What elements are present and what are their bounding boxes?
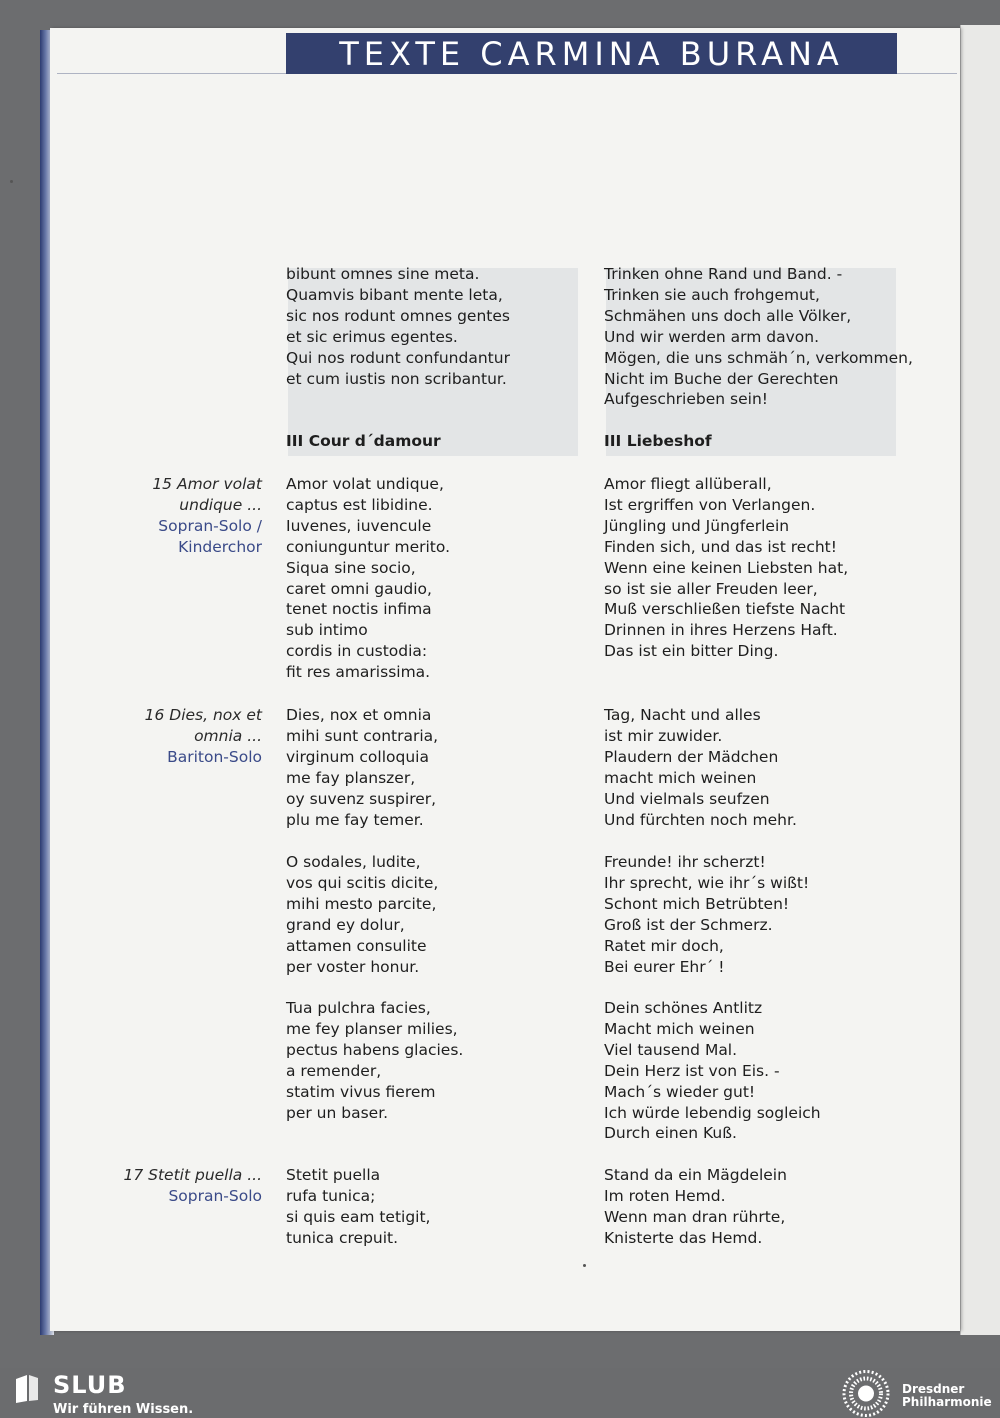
verse-line: si quis eam tetigit, — [286, 1207, 431, 1226]
verse-line: Stetit puella — [286, 1166, 381, 1184]
verse-line: Nicht im Buche der Gerechten — [604, 369, 839, 388]
german-stanza-stetit — [604, 1165, 944, 1249]
verse-line: Ratet mir doch, — [604, 936, 724, 955]
slub-logo-icon[interactable] — [13, 1374, 41, 1404]
verse-line: Iuvenes, iuvencule — [286, 516, 432, 535]
partner-name — [902, 1383, 992, 1409]
verse-line: pectus habens glacies. — [286, 1040, 464, 1059]
verse-line: Jüngling und Jüngferlein — [604, 516, 790, 535]
verse-line: fit res amarissima. — [286, 663, 431, 682]
verse-line: Wenn man dran rührte, — [604, 1207, 786, 1226]
verse-line: Ich würde lebendig sogleich — [604, 1103, 821, 1122]
number-title-line: 16 Dies, nox et — [144, 706, 262, 724]
verse-line: Quamvis bibant mente leta, — [286, 285, 503, 304]
number-title-line: undique ... — [179, 495, 262, 514]
latin-stanza-tua — [286, 998, 586, 1123]
verse-line: per voster honur. — [286, 957, 420, 976]
german-stanza-amor — [604, 474, 944, 662]
verse-line: Viel tausend Mal. — [604, 1040, 738, 1059]
latin-stanza-sodales — [286, 852, 586, 977]
verse-line: Mögen, die uns schmäh´n, verkommen, — [604, 348, 913, 367]
library-slogan: Wir führen Wissen. — [53, 1402, 194, 1417]
german-stanza-dies — [604, 705, 944, 830]
verse-line: grand ey dolur, — [286, 915, 405, 934]
verse-line: macht mich weinen — [604, 768, 757, 787]
verse-line: O sodales, ludite, — [286, 853, 421, 871]
verse-line: captus est libidine. — [286, 495, 433, 514]
verse-line: Dies, nox et omnia — [286, 706, 432, 724]
voice-line: Sopran-Solo / — [158, 516, 262, 535]
german-stanza-tua — [604, 998, 944, 1144]
side-note-15 — [152, 474, 262, 558]
verse-line: oy suvenz suspirer, — [286, 789, 437, 808]
verse-line: caret omni gaudio, — [286, 579, 432, 598]
page-title-banner: TEXTE CARMINA BURANA — [286, 33, 897, 74]
latin-stanza-dies — [286, 705, 586, 830]
verse-line: Schmähen uns doch alle Völker, — [604, 306, 852, 325]
verse-line: Siqua sine socio, — [286, 558, 416, 577]
verse-line: virginum colloquia — [286, 747, 429, 766]
paper-speck — [583, 1264, 586, 1267]
verse-line: Finden sich, und das ist recht! — [604, 537, 837, 556]
verse-line: Trinken ohne Rand und Band. - — [604, 265, 843, 283]
verse-line: Im roten Hemd. — [604, 1186, 726, 1205]
facing-page-edge — [960, 25, 1000, 1335]
verse-line: mihi sunt contraria, — [286, 726, 439, 745]
verse-line: Macht mich weinen — [604, 1019, 755, 1038]
verse-line: me fey planser milies, — [286, 1019, 458, 1038]
partner-name-line: Dresdner — [902, 1382, 965, 1396]
verse-line: a remender, — [286, 1061, 382, 1080]
library-name[interactable]: SLUB — [53, 1371, 127, 1399]
verse-line: et sic erimus egentes. — [286, 327, 458, 346]
voice-line: Kinderchor — [178, 537, 262, 556]
verse-line: Ist ergriffen von Verlangen. — [604, 495, 816, 514]
german-section-heading: III Liebeshof — [604, 432, 712, 450]
side-note-17 — [123, 1165, 262, 1207]
verse-line: Durch einen Kuß. — [604, 1124, 737, 1143]
verse-line: plu me fay temer. — [286, 810, 424, 829]
verse-line: tunica crepuit. — [286, 1228, 399, 1247]
paper-speck — [10, 180, 13, 183]
verse-line: Wenn eine keinen Liebsten hat, — [604, 558, 849, 577]
latin-stanza-top — [286, 264, 586, 389]
verse-line: Qui nos rodunt confundantur — [286, 348, 510, 367]
verse-line: Groß ist der Schmerz. — [604, 915, 773, 934]
latin-section-heading: III Cour d´damour — [286, 432, 441, 450]
verse-line: Drinnen in ihres Herzens Haft. — [604, 621, 838, 640]
verse-line: Plaudern der Mädchen — [604, 747, 779, 766]
verse-line: mihi mesto parcite, — [286, 894, 437, 913]
verse-line: bibunt omnes sine meta. — [286, 265, 480, 283]
verse-line: statim vivus fierem — [286, 1082, 436, 1101]
verse-line: et cum iustis non scribantur. — [286, 369, 507, 388]
voice-line: Sopran-Solo — [168, 1186, 262, 1205]
verse-line: sub intimo — [286, 621, 368, 640]
verse-line: Mach´s wieder gut! — [604, 1082, 756, 1101]
verse-line: Muß verschließen tiefste Nacht — [604, 600, 846, 619]
german-stanza-sodales — [604, 852, 944, 977]
verse-line: Dein Herz ist von Eis. - — [604, 1061, 780, 1080]
german-stanza-top — [604, 264, 944, 410]
verse-line: Amor volat undique, — [286, 475, 444, 493]
verse-line: ist mir zuwider. — [604, 726, 723, 745]
verse-line: Trinken sie auch frohgemut, — [604, 285, 820, 304]
verse-line: Ihr sprecht, wie ihr´s wißt! — [604, 873, 810, 892]
number-title-line: omnia ... — [194, 726, 262, 745]
voice-line: Bariton-Solo — [167, 747, 262, 766]
verse-line: coniunguntur merito. — [286, 537, 450, 556]
verse-line: Tag, Nacht und alles — [604, 706, 761, 724]
verse-line: cordis in custodia: — [286, 642, 428, 661]
verse-line: Dein schönes Antlitz — [604, 999, 763, 1017]
verse-line: vos qui scitis dicite, — [286, 873, 439, 892]
verse-line: Schont mich Betrübten! — [604, 894, 790, 913]
number-title-line: 17 Stetit puella ... — [123, 1166, 262, 1184]
verse-line: tenet noctis infima — [286, 600, 432, 619]
verse-line: per un baser. — [286, 1103, 389, 1122]
verse-line: Bei eurer Ehr´ ! — [604, 957, 725, 976]
verse-line: attamen consulite — [286, 936, 427, 955]
verse-line: me fay planszer, — [286, 768, 416, 787]
verse-line: Das ist ein bitter Ding. — [604, 642, 779, 661]
latin-stanza-stetit — [286, 1165, 586, 1249]
partner-name-line: Philharmonie — [902, 1395, 992, 1409]
verse-line: Aufgeschrieben sein! — [604, 390, 768, 409]
verse-line: Stand da ein Mägdelein — [604, 1166, 787, 1184]
verse-line: Freunde! ihr scherzt! — [604, 853, 766, 871]
verse-line: Tua pulchra facies, — [286, 999, 431, 1017]
verse-line: Amor fliegt allüberall, — [604, 475, 772, 493]
verse-line: Und vielmals seufzen — [604, 789, 770, 808]
number-title-line: 15 Amor volat — [152, 475, 262, 493]
verse-line: sic nos rodunt omnes gentes — [286, 306, 510, 325]
verse-line: rufa tunica; — [286, 1186, 376, 1205]
side-note-16 — [145, 705, 262, 768]
verse-line: Und wir werden arm davon. — [604, 327, 820, 346]
verse-line: so ist sie aller Freuden leer, — [604, 579, 818, 598]
dresdner-philharmonie-logo-icon[interactable] — [840, 1369, 892, 1418]
latin-stanza-amor — [286, 474, 586, 683]
verse-line: Knisterte das Hemd. — [604, 1228, 763, 1247]
verse-line: Und fürchten noch mehr. — [604, 810, 797, 829]
